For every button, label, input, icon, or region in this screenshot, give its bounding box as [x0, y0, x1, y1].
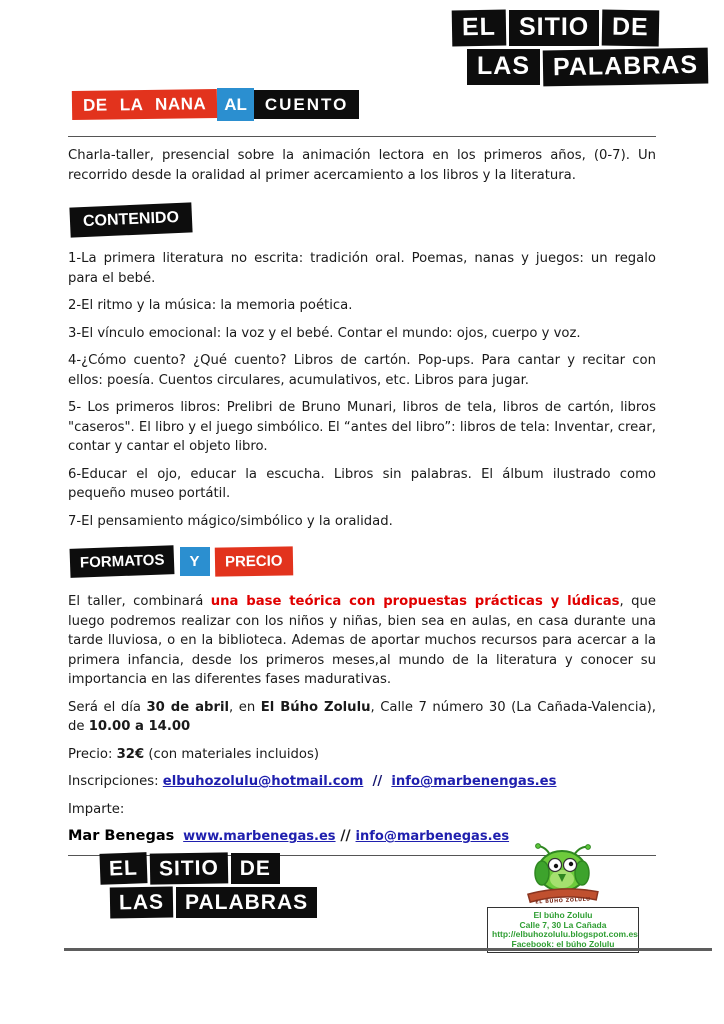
logo-word-el: EL — [99, 852, 147, 885]
logo-word-palabras: PALABRAS — [543, 48, 709, 87]
logo-word-el: EL — [452, 10, 507, 47]
formatos-paragraph-highlight: una base teórica con propuestas prácticas y lúdicas — [210, 594, 620, 609]
flyer-title — [72, 88, 656, 121]
formatos-y: Y — [180, 547, 210, 576]
bottom-divider-line — [64, 948, 712, 951]
price-label: Precio: — [68, 746, 117, 762]
logo-word-las: LAS — [110, 886, 174, 918]
formatos-heading-row — [70, 547, 656, 576]
inscriptions-separator: // — [363, 774, 392, 789]
price-note: (con materiales incluidos) — [144, 746, 319, 762]
content-item-6: 6-Educar el ojo, educar la escucha. Libros sin palabras. El álbum ilustrado como pequeño museo portátil. — [68, 466, 656, 501]
site-logo-top — [452, 10, 699, 88]
logo-word-sitio: SITIO — [150, 852, 228, 884]
date-hours: 10.00 a 14.00 — [88, 719, 191, 734]
site-logo-bottom-row1 — [100, 853, 330, 884]
teacher-website-link[interactable]: www.marbenegas.es — [183, 829, 336, 844]
contenido-heading-row — [68, 199, 656, 237]
price-line — [68, 745, 656, 765]
title-part-al: AL — [217, 88, 254, 121]
inscriptions-label: Inscripciones: — [68, 774, 163, 789]
logo-word-las: LAS — [467, 49, 540, 85]
content-item-3: 3-El vínculo emocional: la voz y el bebé. Contar el mundo: ojos, cuerpo y voz. — [68, 325, 581, 341]
venue-info-url: http://elbuhozolulu.blogspot.com.es — [492, 929, 638, 939]
date-day: 30 de abril — [146, 699, 229, 715]
venue-block — [487, 843, 639, 953]
venue-name: El Búho Zolulu — [260, 699, 371, 715]
logo-word-sitio: SITIO — [509, 10, 599, 46]
formatos-precio: PRECIO — [214, 546, 292, 576]
date-pre: Será el día — [68, 699, 147, 715]
contenido-heading: CONTENIDO — [69, 202, 192, 237]
site-logo-top-row1 — [452, 10, 682, 46]
content-item-7: 7-El pensamiento mágico/simbólico y la oralidad. — [68, 513, 393, 529]
logo-word-palabras: PALABRAS — [176, 887, 317, 918]
title-part-cuento: CUENTO — [254, 90, 359, 119]
teacher-separator: // — [335, 828, 356, 844]
formatos-paragraph — [68, 592, 656, 690]
content-item-1: 1-La primera literatura no escrita: tradición oral. Poemas, nanas y juegos: un regalo para el bebé. — [68, 251, 656, 286]
inscriptions-email-1-link[interactable]: elbuhozolulu@hotmail.com — [162, 774, 364, 789]
venue-info-box — [487, 907, 639, 953]
site-logo-bottom — [100, 853, 330, 921]
formatos-paragraph-end: , que luego podremos realizar con los niños y niñas, bien sea en aulas, en casa durante una tarde lluviosa, o en la biblioteca. Ademas de aportar muchos recursos para acercar a la primera infancia, desde los primeros meses,al mundo de la literatura y conocer su importancia en las diferentes fases madurativas. — [68, 594, 656, 687]
content-item-4: 4-¿Cómo cuento? ¿Qué cuento? Libros de cartón. Pop-ups. Para cantar y recitar con ellos: poesía. Cuentos circulares, acumulativos, etc. Libros para jugar. — [68, 353, 656, 388]
intro-paragraph: Charla-taller, presencial sobre la animación lectora en los primeros años, (0-7). Un recorrido desde la oralidad al primer acercamiento a los libros y la literatura. — [68, 148, 656, 183]
teacher-email-link[interactable]: info@marbenegas.es — [355, 829, 510, 844]
date-mid2: , Calle 7 número 30 (La Cañada-Valencia), de — [68, 699, 656, 734]
main-column — [68, 88, 656, 856]
date-line — [68, 698, 656, 737]
site-logo-bottom-row2 — [110, 887, 330, 918]
date-mid1: , en — [229, 699, 261, 715]
imparte-label: Imparte: — [68, 801, 125, 817]
price-value: 32€ — [116, 746, 145, 762]
divider-line-top — [68, 136, 656, 137]
site-logo-top-row2 — [467, 49, 699, 85]
venue-info-name: El búho Zolulu — [533, 910, 593, 920]
venue-info-address: Calle 7, 30 La Cañada — [519, 919, 607, 930]
logo-word-de: DE — [231, 853, 280, 884]
content-item-2: 2-El ritmo y la música: la memoria poética. — [68, 298, 353, 313]
inscriptions-email-2-link[interactable]: info@marbenengas.es — [391, 774, 557, 789]
content-item-5: 5- Los primeros libros: Prelibri de Bruno Munari, libros de tela, libros de cartón, libros "caseros". El libro y el juego simbólico. El “antes del libro”: libros de tela: Inventar, crear, contar y cantar el objeto libro. — [68, 400, 656, 454]
teacher-name: Mar Benegas — [68, 828, 175, 844]
formatos-paragraph-start: El taller, combinará — [68, 594, 211, 609]
owl-banner-text: EL BÚHO ZOLULU — [535, 896, 591, 906]
title-part-nana: DE LA NANA — [72, 89, 218, 120]
formatos-heading: FORMATOS — [70, 545, 175, 578]
venue-info-facebook: Facebook: el búho Zolulu — [511, 938, 615, 949]
inscriptions-line — [68, 772, 656, 792]
logo-word-de: DE — [602, 10, 659, 47]
